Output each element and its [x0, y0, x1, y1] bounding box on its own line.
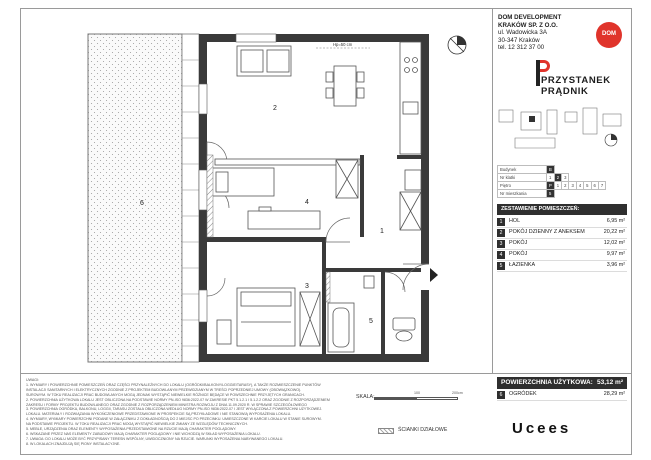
garden-name: OGRÓDEK	[509, 391, 537, 397]
levels-row-stair	[498, 174, 606, 182]
room-row	[497, 250, 627, 261]
room-name: HOL	[509, 218, 521, 224]
room-name: ŁAZIENKA	[509, 262, 536, 268]
company-info	[498, 14, 561, 52]
room-label-2: 2	[273, 105, 277, 112]
room-label-1: 1	[380, 228, 384, 235]
room-row	[497, 217, 627, 228]
living-furniture	[215, 46, 364, 165]
sheet-vertical-divider	[492, 8, 493, 373]
remarks-title: UWAGI:	[26, 378, 40, 382]
scale-mark-end: 200cm	[452, 391, 463, 395]
room-row	[497, 228, 627, 239]
garden-row	[497, 390, 627, 401]
room-area: 9,97 m²	[606, 251, 625, 257]
levels-row-building	[498, 166, 606, 174]
garden-number: 6	[497, 391, 505, 399]
usable-area-bar	[497, 377, 627, 389]
levels-cell: 7	[598, 182, 605, 190]
room-row	[497, 261, 627, 272]
room-row	[497, 239, 627, 250]
levels-cell: 4	[576, 182, 583, 190]
room-name: POKÓJ	[509, 240, 528, 246]
levels-cell: 6	[591, 182, 598, 190]
scale-bar	[374, 397, 458, 400]
room-label-5: 5	[369, 318, 373, 325]
room-area: 20,22 m²	[603, 229, 625, 235]
remarks-block	[26, 378, 348, 447]
usable-area-value: 53,12 m²	[596, 379, 623, 386]
levels-cell: 5	[547, 190, 555, 198]
height-note: Hp=50 cm	[333, 42, 353, 47]
entrance-icon	[430, 268, 438, 282]
compass-icon	[446, 34, 468, 56]
company-name: DOM DEVELOPMENT	[498, 14, 562, 21]
remarks-line: 7. UWAGA: DO LOKALU MOŻE BYĆ PRZYPISANY TERESN WSPÓLNY, UWIDOCZNIONY NA RZUCIE. WARUNKI WYPOSAŻENIA NABYWANEGO LOKALU.	[26, 436, 284, 441]
usable-area-label: POWIERZCHNIA UŻYTKOWA:	[501, 379, 593, 386]
scale-mark-mid: 100	[414, 391, 420, 395]
remarks-line: LOKALU. MATERIAŁY I ROZWIĄZANIA WYKOŃCZENIOWE PRZEDSTAWIONE W PROSPEKCIE SĄ PRZYKŁADOWE I NIE STANOWIĄ WYPOSAŻENIA LOKALU.	[26, 412, 292, 417]
remarks-line: 6. WSKAZANE PRZEZ NAS ELEMENTY ZABUDOWY MAJĄ CHARAKTER POGLĄDOWY I NIE WCHODZĄ W SKŁAD WYPOSAŻENIA LOKALU.	[26, 431, 261, 436]
room-area: 12,02 m²	[603, 240, 625, 246]
levels-cell: B	[547, 166, 555, 174]
ucees-logo: Ucees	[512, 420, 572, 437]
levels-cell: 1	[547, 174, 555, 182]
partition-legend-swatch	[378, 428, 394, 434]
room-number: 4	[497, 251, 505, 259]
remarks-line: 2. POWIERZCHNIA UŻYTKOWA LOKALU JEST OBLICZONA NA PODSTAWIE NORMY PN-ISO 9836:2022-07 W ZAKRESIE PKT 5.1.2.1 I 5.1.2.2 ORAZ ZGODNIE Z ROZPORZĄDZENIEM	[26, 397, 330, 402]
garden-area	[88, 34, 182, 362]
levels-row-apartment	[498, 190, 606, 198]
key-plan	[495, 104, 627, 159]
room-number: 2	[497, 229, 505, 237]
bathroom-fixtures	[328, 276, 415, 352]
levels-cell: 2	[554, 174, 561, 182]
company-name-2: KRAKÓW SP. Z O.O.	[498, 21, 558, 29]
company-street: ul. Wadowicka 3A	[498, 29, 547, 37]
room-name: POKÓJ DZIENNY Z ANEKSEM	[509, 229, 585, 235]
scale-label: SKALA:	[356, 394, 375, 400]
levels-cell: 2	[562, 182, 569, 190]
company-phone: tel. 12 312 37 00	[498, 44, 545, 52]
partition-legend-text: ŚCIANKI DZIAŁOWE	[398, 427, 448, 433]
garden-area: 28,29 m²	[603, 391, 625, 397]
company-city: 30-347 Kraków	[498, 36, 540, 44]
levels-label: Piętro	[498, 182, 547, 190]
room-number: 5	[497, 262, 505, 270]
room-area: 3,96 m²	[606, 262, 625, 268]
room-name: POKÓJ	[509, 251, 528, 257]
remarks-line: INSTALACJI SANITARNYCH I ELEKTRYCZNYCH ZGODNIE Z PROJEKTEM BUDOWLANYM PRZEWIDZIANYM W TREŚCI POPRZEDNIEJ UMOWY (OBOWIĄZKOWO).	[26, 387, 302, 392]
levels-label: Nr mieszkania	[498, 190, 547, 198]
levels-row-floor	[498, 182, 606, 190]
remarks-line: ZAKRESU I FORMY PROJEKTU BUDOWLANEGO ORAZ ZGODNIE Z ROZPORZĄDZENIEM MINISTRA ROZWOJU Z DNIA 11.09.2020 R. W SPRAWIE SZCZEGÓŁOWEGO	[26, 402, 307, 407]
remarks-line: 4. WYMIARY, WYMIARY POWIERZCHNI PODANE W ZAŁĄCZNIKU Z DOKŁADNOŚCIĄ DO 2 MIEJSC PO PRZECINKU. UMIESZCZONE W KARCIE LOKALU W STANIE SUROWYM.	[26, 417, 322, 422]
dom-logo-text: DOM	[602, 31, 616, 37]
remarks-line: 5. MEBLE, URZĄDZENIA ORAZ ELEMENTY WYPOSAŻENIA PRZEDSTAWIONE NA RZUCIE MAJĄ CHARAKTER POGLĄDOWY.	[26, 427, 237, 432]
room-area: 6,95 m²	[606, 218, 625, 224]
rooms-heading: ZESTAWIENIE POMIESZCZEŃ:	[497, 204, 627, 215]
project-name-line1: PRZYSTANEK	[541, 75, 611, 86]
dom-logo	[596, 22, 622, 48]
project-name-line2: PRĄDNIK	[541, 86, 589, 97]
remarks-line: 8. W LOKALACH ZNAJDUJĄ SIĘ PIONY INSTALACYJNE.	[26, 441, 121, 446]
levels-cell: 3	[569, 182, 576, 190]
remarks-line: NA PODSTAWIE PROJEKTU. W TOKU REALIZACJI PRAC MOGĄ WYSTĄPIĆ NIEWIELKIE ZMIANY ZE WZGLĘDÓW TECHNICZNYCH.	[26, 422, 248, 427]
sheet-horizontal-divider	[20, 373, 632, 374]
room-label-3: 3	[305, 283, 309, 290]
levels-table	[497, 165, 606, 198]
levels-cell: 1	[554, 182, 561, 190]
floor-plan	[84, 22, 484, 372]
levels-cell: 3	[562, 174, 569, 182]
remarks-line: 1. WYMIARY I POWIERZCHNIE POMIESZCZEŃ ORAZ CZĘŚCI PRZYNALEŻNYCH DO LOKALU (OGRÓDKI/BALKONY/LOGGIE/TARASY), A TAKŻE ROZMIESZCZENIE PUNKTÓW	[26, 382, 321, 387]
remarks-line: 3. POWIERZCHNIA OGRÓDKA, BALKONU, LOGGII, TARASU ZOSTAŁA OBLICZONA WEDŁUG NORMY PN-ISO 9836:2022-07 I JEST WYŁĄCZONA Z POWIERZCHNI UŻYTKOWEJ.	[26, 407, 323, 412]
room4-furniture	[212, 168, 320, 229]
room-number: 3	[497, 240, 505, 248]
room-number: 1	[497, 218, 505, 226]
levels-cell: P	[547, 182, 555, 190]
remarks-line: SUROWYM. W TOKU REALIZACJI PRAC BUDOWLANYCH MOGĄ JEDNAK WYSTĄPIĆ NIEWIELKIE RÓŻNICE BĘDĄCE W POWSZECHNIE PRZYJĘTYCH GRANICACH.	[26, 392, 305, 397]
levels-label: Budynek	[498, 166, 547, 174]
room-label-4: 4	[305, 199, 309, 206]
room-label-6: 6	[140, 200, 144, 207]
levels-label: Nr klatki	[498, 174, 547, 182]
levels-cell: 5	[584, 182, 591, 190]
bedroom-furniture	[217, 288, 320, 346]
